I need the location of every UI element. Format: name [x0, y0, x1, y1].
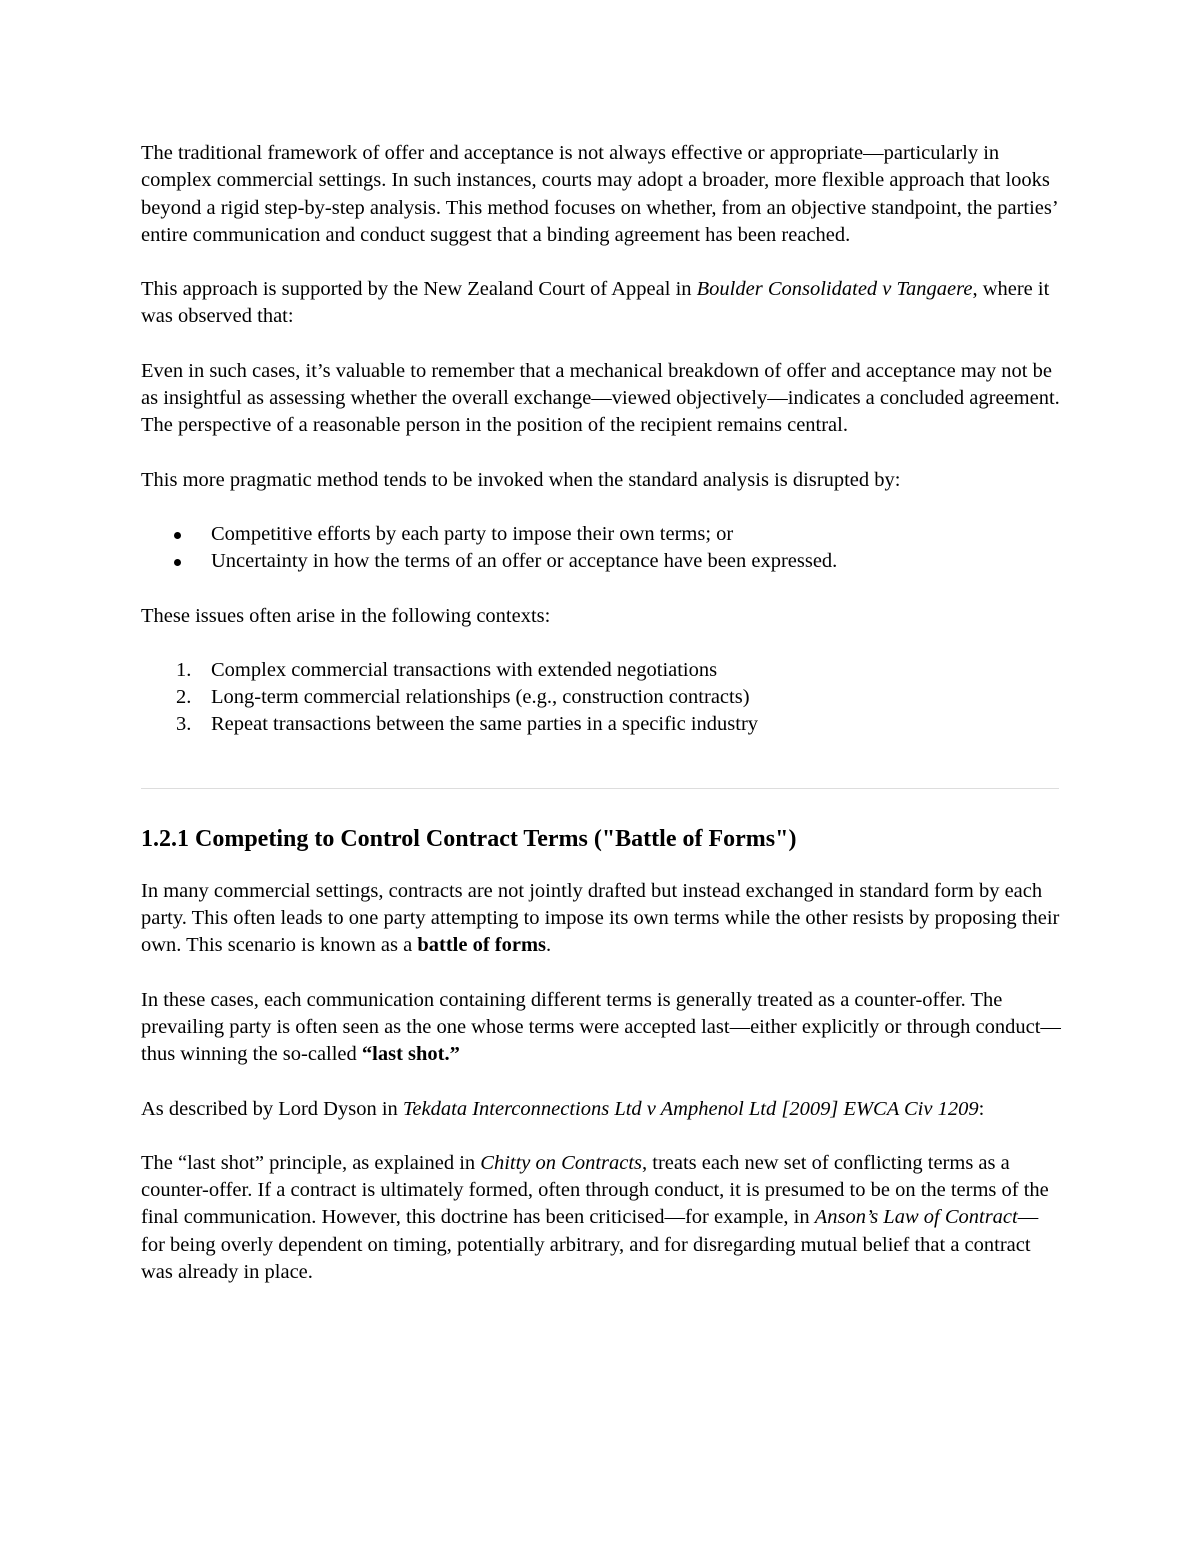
anson-title: Anson’s Law of Contract	[814, 1206, 1018, 1229]
list-item	[141, 548, 1061, 575]
bullet-icon	[174, 532, 181, 539]
list-number: 1.	[176, 658, 192, 681]
list-item	[141, 657, 1061, 684]
bullet-icon	[174, 559, 181, 566]
dyson-post: :	[978, 1097, 985, 1120]
boulder-paragraph	[141, 276, 1061, 331]
boulder-paragraph-pre: This approach is supported by the New Zealand Court of Appeal in	[141, 278, 697, 301]
boulder-case-name: Boulder Consolidated v Tangaere	[696, 278, 973, 301]
battle-of-forms-paragraph	[141, 878, 1061, 960]
list-number: 2.	[176, 686, 192, 709]
tekdata-case-name: Tekdata Interconnections Ltd v Amphenol Ltd [2009] EWCA Civ 1209	[402, 1097, 979, 1120]
document-body	[141, 140, 1061, 1286]
quote-part-a: The “last shot” principle, as explained in	[141, 1151, 481, 1174]
list-item	[141, 521, 1061, 548]
list-item-text: Long-term commercial relationships (e.g., construction contracts)	[211, 686, 750, 709]
battle-of-forms-post: .	[546, 934, 552, 957]
pragmatic-method-paragraph: This more pragmatic method tends to be invoked when the standard analysis is disrupted by:	[141, 468, 901, 491]
battle-of-forms-pre: In many commercial settings, contracts are not jointly drafted but instead exchanged in standard form by each party. This often leads to one party attempting to impose its own terms while the other resists by proposing their own. This scenario is known as a	[141, 879, 1060, 957]
battle-of-forms-term: battle of forms	[417, 934, 546, 957]
last-shot-quote-paragraph	[141, 1150, 1061, 1286]
chitty-title: Chitty on Contracts	[480, 1151, 643, 1174]
intro-paragraph: The traditional framework of offer and acceptance is not always effective or appropriate—particularly in complex commercial settings. In such instances, courts may adopt a broader, more flexible approach that looks beyond a rigid step-by-step analysis. This method focuses on whether, from an objective standpoint, the parties’ entire communication and conduct suggest that a binding agreement has been reached.	[141, 142, 1058, 246]
list-item-text: Uncertainty in how the terms of an offer or acceptance have been expressed.	[211, 550, 838, 573]
counter-offer-pre: In these cases, each communication containing different terms is generally treated as a counter-offer. The prevailing party is often seen as the one whose terms were accepted last—either explicitly or through conduct—thus winning the so-called	[141, 988, 1061, 1066]
counter-offer-paragraph	[141, 987, 1061, 1069]
horizontal-divider	[141, 788, 1059, 789]
section-heading: 1.2.1 Competing to Control Contract Terms ("Battle of Forms")	[141, 825, 797, 852]
list-item-text: Complex commercial transactions with extended negotiations	[211, 658, 718, 681]
disruption-list	[141, 521, 1061, 576]
boulder-paragraph-post: , where it was observed that:	[141, 278, 1050, 328]
list-item-text: Competitive efforts by each party to impose their own terms; or	[211, 522, 734, 545]
list-item-text: Repeat transactions between the same parties in a specific industry	[211, 713, 759, 736]
quote-part-e: —for being overly dependent on timing, potentially arbitrary, and for disregarding mutual belief that a contract was already in place.	[141, 1206, 1039, 1284]
list-item	[141, 684, 1061, 711]
boulder-quote-paragraph: Even in such cases, it’s valuable to remember that a mechanical breakdown of offer and acceptance may not be as insightful as assessing whether the overall exchange—viewed objectively—indicates a concluded agreement. The perspective of a reasonable person in the position of the recipient remains central.	[141, 359, 1060, 437]
contexts-list	[141, 657, 1061, 739]
dyson-pre: As described by Lord Dyson in	[141, 1097, 403, 1120]
last-shot-term: “last shot.”	[361, 1043, 460, 1066]
quote-part-c: , treats each new set of conflicting terms as a counter-offer. If a contract is ultimately formed, often through conduct, it is presumed to be on the terms of the final communication. However, this doctrine has been criticised—for example, in	[141, 1151, 1049, 1229]
contexts-intro-paragraph: These issues often arise in the following contexts:	[141, 604, 551, 627]
dyson-paragraph	[141, 1096, 1061, 1123]
list-number: 3.	[176, 713, 192, 736]
list-item	[141, 711, 1061, 738]
